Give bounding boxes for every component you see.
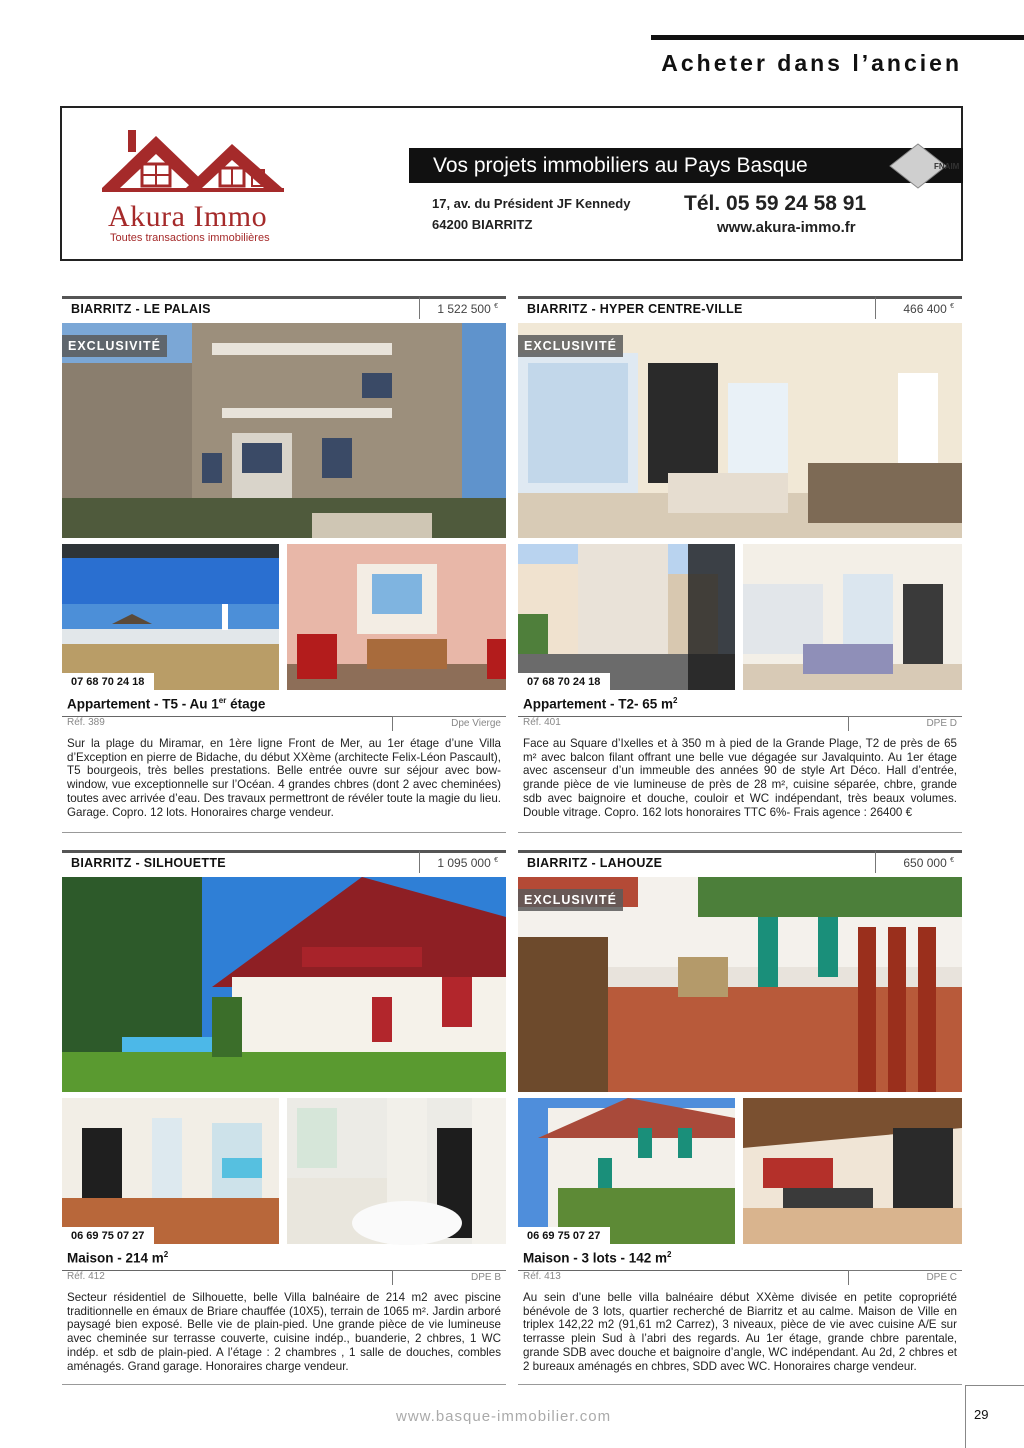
listing-ref: Réf. 401 [523, 717, 561, 728]
listing-price: 466 400 € [903, 302, 954, 316]
divider [62, 832, 506, 833]
agency-banner: Vos projets immobiliers au Pays Basque [409, 148, 963, 183]
street-view-image [518, 544, 735, 690]
listing-description: Face au Square d’Ixelles et à 350 m à pied de la Grande Plage, T2 de près de 65 m² avec balcon filant offrant une belle vue dégagée sur Javalquinto. Au 1er étage avec ascenseur d’un immeuble des années 90 de style Art Déco. Hall d’entrée, grande pièce de vie lumineuse de près de 28 m², cuisine séparée, chbre, grande sdb avec baignoire et douche, couloir et WC indépendant, très beaux volumes. Double vitrage. Copro. 162 lots honoraires TTC 6%- Frais agence : 26400 € [523, 737, 957, 819]
agency-website-link[interactable]: www.akura-immo.fr [717, 219, 856, 236]
main-photo[interactable] [518, 877, 962, 1092]
listing-price: 650 000 € [903, 856, 954, 870]
agency-phone[interactable]: Tél. 05 59 24 58 91 [684, 192, 867, 215]
thumb-photo[interactable] [287, 1098, 506, 1244]
listing-description: Secteur résidentiel de Silhouette, belle Villa balnéaire de 214 m2 avec piscine traditionnelle en émaux de Briare chauffée (10X5), terrain de 1065 m². Jardin arboré paysagé bien exposé. Belle vie de plain-pied. Une grande pièce de vie lumineuse avec cheminée sur terrasse couverte, cuisine indép., buanderie, 2 chbres, 1 WC indép. et sdb de plain-pied. A l’étage : 2 chambres , 1 salle de douches, combles aménagés. Grand garage. Honoraires charge vendeur. [67, 1291, 501, 1373]
listing-phone[interactable]: 07 68 70 24 18 [62, 673, 154, 690]
listing-type: Appartement - T2- 65 $m^2$ [523, 696, 678, 712]
thumb-photo[interactable] [518, 544, 735, 690]
salon-image [287, 544, 506, 690]
listing-card[interactable] [518, 296, 962, 836]
listing-header [518, 296, 962, 319]
listing-dpe: Dpe Vierge [451, 718, 501, 729]
kitchen-image [287, 1098, 506, 1244]
listing-header [62, 850, 506, 873]
fnaim-badge-icon [888, 142, 960, 190]
listing-ref: Réf. 412 [67, 1271, 105, 1282]
listing-card[interactable] [62, 296, 506, 836]
header-rule [651, 35, 1024, 40]
listing-description: Au sein d’une belle villa balnéaire début XXème divisée en petite copropriété bénévole de 3 lots, quartier recherché de Biarritz et au calme. Maison de Ville en triplex 142,22 m2 (91,61 m2 Carrez), 3 niveaux, pièce de vie avec cuisine A/E sur terrasse plein Sud à l’abri des regards. Au 1er étage, grande chbre parentale, grande SDB avec douche et baignoire d’angle, WC indépendant. Au 2d, 2 chbres et 2 bureaux aménagés en chbres, SDD avec WC. Honoraires charge vendeur. [523, 1291, 957, 1373]
listing-card[interactable] [518, 850, 962, 1390]
listing-ref: Réf. 389 [67, 717, 105, 728]
listing-card[interactable] [62, 850, 506, 1390]
price-box [419, 296, 506, 319]
listing-ref: Réf. 413 [523, 1271, 561, 1282]
agency-address-line2: 64200 BIARRITZ [432, 217, 533, 232]
listing-type: Appartement - T5 - Au 1er étage [67, 696, 266, 712]
main-photo[interactable] [62, 877, 506, 1092]
thumb-photo[interactable] [743, 544, 962, 690]
listing-phone[interactable]: 07 68 70 24 18 [518, 673, 610, 690]
listing-dpe: DPE B [470, 1272, 501, 1283]
thumb-photo[interactable] [62, 544, 279, 690]
listing-price: 1 522 500 € [437, 302, 498, 316]
dining-room-image [743, 544, 962, 690]
listing-location: BIARRITZ - SILHOUETTE [71, 856, 226, 870]
thumb-photo[interactable] [62, 1098, 279, 1244]
listing-phone[interactable]: 06 69 75 07 27 [62, 1227, 154, 1244]
price-box [419, 850, 506, 873]
exclusivite-badge: EXCLUSIVITÉ [518, 335, 623, 357]
listing-location: BIARRITZ - LE PALAIS [71, 302, 211, 316]
price-box [875, 850, 962, 873]
fnaim-label: FNAIM [934, 162, 960, 171]
exclusivite-badge: EXCLUSIVITÉ [518, 889, 623, 911]
open-kitchen-image [743, 1098, 962, 1244]
thumb-photo[interactable] [287, 544, 506, 690]
listing-description: Sur la plage du Miramar, en 1ère ligne Front de Mer, au 1er étage d’une Villa d’Exception en pierre de Bidache, du début XXème (architecte Felix-Léon Pascault), T5 bourgeois, très belles prestations. Belle entrée ouvre sur séjour avec bow-window, vue exceptionnelle sur l’Océan. 4 grandes chbres (dont 2 avec cheminées) toutes avec arrivée d’eau. Des travaux permettront de révéler toute la magie du lieu. Garage. Copro. 12 lots. Honoraires charge vendeur. [67, 737, 501, 819]
listing-type: Maison - 214 $m^2$ [67, 1250, 169, 1266]
divider [518, 1384, 962, 1385]
thumb-photo[interactable] [743, 1098, 962, 1244]
interior-image [62, 1098, 279, 1244]
house-logo-icon [102, 130, 284, 196]
listing-location: BIARRITZ - HYPER CENTRE-VILLE [527, 302, 743, 316]
listing-type: Maison - 3 lots - 142 $m^2$ [523, 1250, 672, 1266]
exclusivite-badge: EXCLUSIVITÉ [62, 335, 167, 357]
agency-ad[interactable] [60, 106, 963, 261]
listing-phone[interactable]: 06 69 75 07 27 [518, 1227, 610, 1244]
main-photo[interactable] [518, 323, 962, 538]
listing-location: BIARRITZ - LAHOUZE [527, 856, 663, 870]
beach-view-image [62, 544, 279, 690]
divider [518, 832, 962, 833]
page-number: 29 [974, 1407, 989, 1422]
main-photo[interactable] [62, 323, 506, 538]
agency-name: Akura Immo [108, 200, 268, 233]
listing-header [62, 296, 506, 319]
house-facade-image [518, 1098, 735, 1244]
thumb-photo[interactable] [518, 1098, 735, 1244]
listing-dpe: DPE C [926, 1272, 957, 1283]
listing-header [518, 850, 962, 873]
agency-address-line1: 17, av. du Président JF Kennedy [432, 196, 631, 211]
listing-dpe: DPE D [926, 718, 957, 729]
divider [62, 1384, 506, 1385]
agency-tagline: Toutes transactions immobilières [110, 232, 270, 244]
listing-price: 1 095 000 € [437, 856, 498, 870]
villa-pool-image [62, 877, 506, 1092]
section-title: Acheter dans l’ancien [661, 50, 962, 76]
footer-website-link[interactable]: www.basque-immobilier.com [396, 1408, 612, 1425]
price-box [875, 296, 962, 319]
